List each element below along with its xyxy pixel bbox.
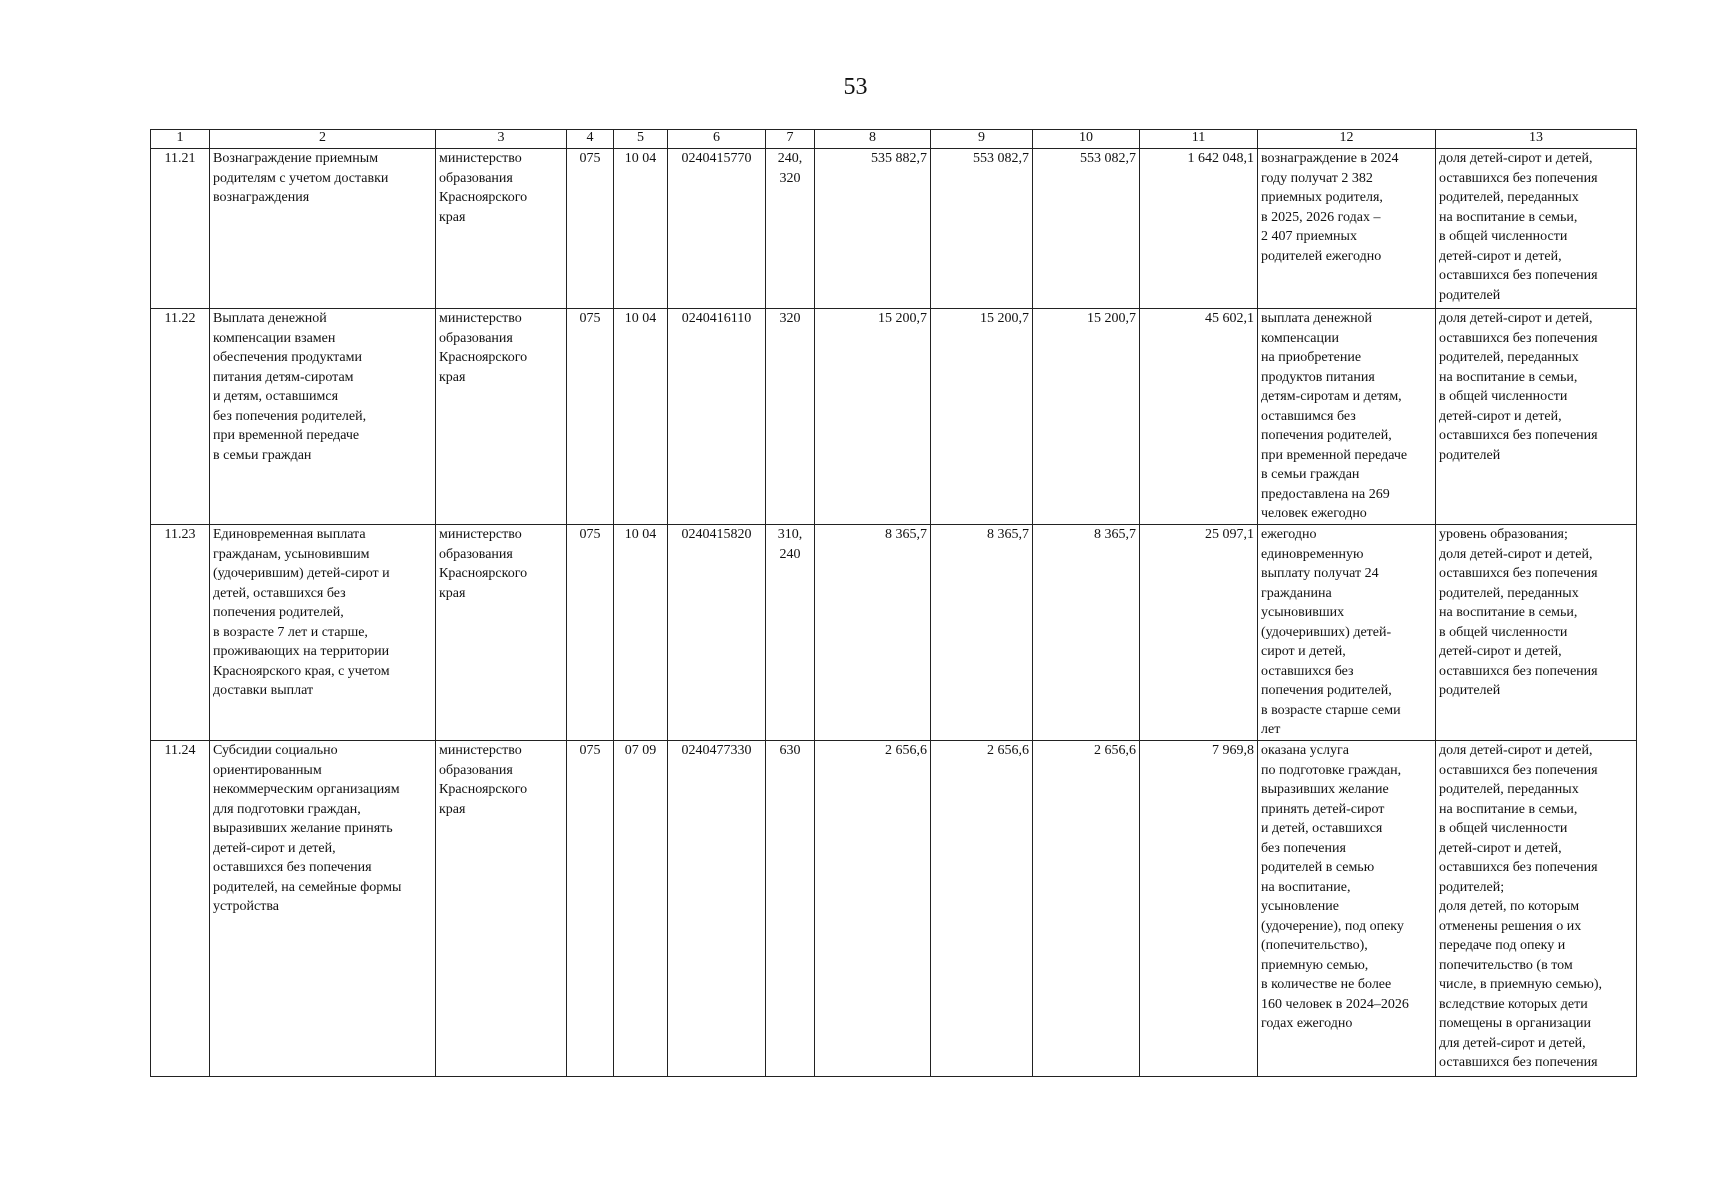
amount-2026: 8 365,7 xyxy=(1033,525,1140,741)
header-cell: 7 xyxy=(766,130,815,149)
header-cell: 1 xyxy=(151,130,210,149)
table-row xyxy=(151,309,1637,525)
header-cell: 6 xyxy=(668,130,766,149)
header-cell: 11 xyxy=(1140,130,1258,149)
rzpr-code: 10 04 xyxy=(614,525,668,741)
page-number: 53 xyxy=(843,74,868,100)
indicator: доля детей-сирот и детей, оставшихся без попечения родителей, переданных на воспитание в семьи, в общей численности детей-сирот и детей, оставшихся без попечения родителей xyxy=(1436,309,1637,525)
amount-2024: 2 656,6 xyxy=(815,741,931,1077)
grbs-code: 075 xyxy=(567,149,614,309)
header-row xyxy=(151,130,1637,149)
csr-code: 0240415820 xyxy=(668,525,766,741)
amount-2026: 15 200,7 xyxy=(1033,309,1140,525)
header-cell: 8 xyxy=(815,130,931,149)
vr-code: 240, 320 xyxy=(766,149,815,309)
vr-code: 310, 240 xyxy=(766,525,815,741)
measure-name: Субсидии социально ориентированным некоммерческим организациям для подготовки граждан, выразивших желание принять детей-сирот и детей, оставшихся без попечения родителей, на семейные формы устройства xyxy=(210,741,436,1077)
row-number: 11.22 xyxy=(151,309,210,525)
indicator: доля детей-сирот и детей, оставшихся без попечения родителей, переданных на воспитание в семьи, в общей численности детей-сирот и детей, оставшихся без попечения родителей; доля детей, по которым отменены решения о их передаче под опеку и попечительство (в том числе, в приемную семью), вследствие которых дети помещены в организации для детей-сирот и детей, оставшихся без попечения xyxy=(1436,741,1637,1077)
header-cell: 2 xyxy=(210,130,436,149)
grbs-code: 075 xyxy=(567,309,614,525)
header-cell: 4 xyxy=(567,130,614,149)
responsible-agency: министерство образования Красноярского края xyxy=(436,149,567,309)
measure-name: Выплата денежной компенсации взамен обеспечения продуктами питания детям-сиротам и детям, оставшимся без попечения родителей, при временной передаче в семьи граждан xyxy=(210,309,436,525)
vr-code: 320 xyxy=(766,309,815,525)
table-row xyxy=(151,149,1637,309)
header-cell: 13 xyxy=(1436,130,1637,149)
expected-result: оказана услуга по подготовке граждан, выразивших желание принять детей-сирот и детей, оставшихся без попечения родителей в семью на воспитание, усыновление (удочерение), под опеку (попечительство), приемную семью, в количестве не более 160 человек в 2024–2026 годах ежегодно xyxy=(1258,741,1436,1077)
expected-result: ежегодно единовременную выплату получат 24 гражданина усыновивших (удочеривших) детей- сирот и детей, оставшихся без попечения родителей, в возрасте старше семи лет xyxy=(1258,525,1436,741)
header-cell: 5 xyxy=(614,130,668,149)
amount-total: 45 602,1 xyxy=(1140,309,1258,525)
amount-total: 7 969,8 xyxy=(1140,741,1258,1077)
amount-2024: 15 200,7 xyxy=(815,309,931,525)
header-cell: 12 xyxy=(1258,130,1436,149)
expected-result: выплата денежной компенсации на приобретение продуктов питания детям-сиротам и детям, оставшимся без попечения родителей, при временной передаче в семьи граждан предоставлена на 269 человек ежегодно xyxy=(1258,309,1436,525)
amount-total: 1 642 048,1 xyxy=(1140,149,1258,309)
csr-code: 0240415770 xyxy=(668,149,766,309)
rzpr-code: 10 04 xyxy=(614,149,668,309)
row-number: 11.23 xyxy=(151,525,210,741)
amount-2026: 2 656,6 xyxy=(1033,741,1140,1077)
responsible-agency: министерство образования Красноярского края xyxy=(436,741,567,1077)
grbs-code: 075 xyxy=(567,741,614,1077)
row-number: 11.21 xyxy=(151,149,210,309)
responsible-agency: министерство образования Красноярского края xyxy=(436,525,567,741)
measure-name: Вознаграждение приемным родителям с учетом доставки вознаграждения xyxy=(210,149,436,309)
header-cell: 10 xyxy=(1033,130,1140,149)
table-row xyxy=(151,741,1637,1077)
indicator: уровень образования; доля детей-сирот и детей, оставшихся без попечения родителей, переданных на воспитание в семьи, в общей численности детей-сирот и детей, оставшихся без попечения родителей xyxy=(1436,525,1637,741)
grbs-code: 075 xyxy=(567,525,614,741)
header-cell: 3 xyxy=(436,130,567,149)
amount-total: 25 097,1 xyxy=(1140,525,1258,741)
indicator: доля детей-сирот и детей, оставшихся без попечения родителей, переданных на воспитание в семьи, в общей численности детей-сирот и детей, оставшихся без попечения родителей xyxy=(1436,149,1637,309)
expected-result: вознаграждение в 2024 году получат 2 382 приемных родителя, в 2025, 2026 годах – 2 407 приемных родителей ежегодно xyxy=(1258,149,1436,309)
rzpr-code: 07 09 xyxy=(614,741,668,1077)
amount-2024: 535 882,7 xyxy=(815,149,931,309)
responsible-agency: министерство образования Красноярского края xyxy=(436,309,567,525)
vr-code: 630 xyxy=(766,741,815,1077)
amount-2025: 8 365,7 xyxy=(931,525,1033,741)
csr-code: 0240416110 xyxy=(668,309,766,525)
header-cell: 9 xyxy=(931,130,1033,149)
amount-2024: 8 365,7 xyxy=(815,525,931,741)
amount-2025: 2 656,6 xyxy=(931,741,1033,1077)
row-number: 11.24 xyxy=(151,741,210,1077)
rzpr-code: 10 04 xyxy=(614,309,668,525)
table-row xyxy=(151,525,1637,741)
amount-2025: 553 082,7 xyxy=(931,149,1033,309)
measure-name: Единовременная выплата гражданам, усыновившим (удочерившим) детей-сирот и детей, оставшихся без попечения родителей, в возрасте 7 лет и старше, проживающих на территории Красноярского края, с учетом доставки выплат xyxy=(210,525,436,741)
amount-2025: 15 200,7 xyxy=(931,309,1033,525)
amount-2026: 553 082,7 xyxy=(1033,149,1140,309)
program-table xyxy=(150,129,1637,1077)
csr-code: 0240477330 xyxy=(668,741,766,1077)
